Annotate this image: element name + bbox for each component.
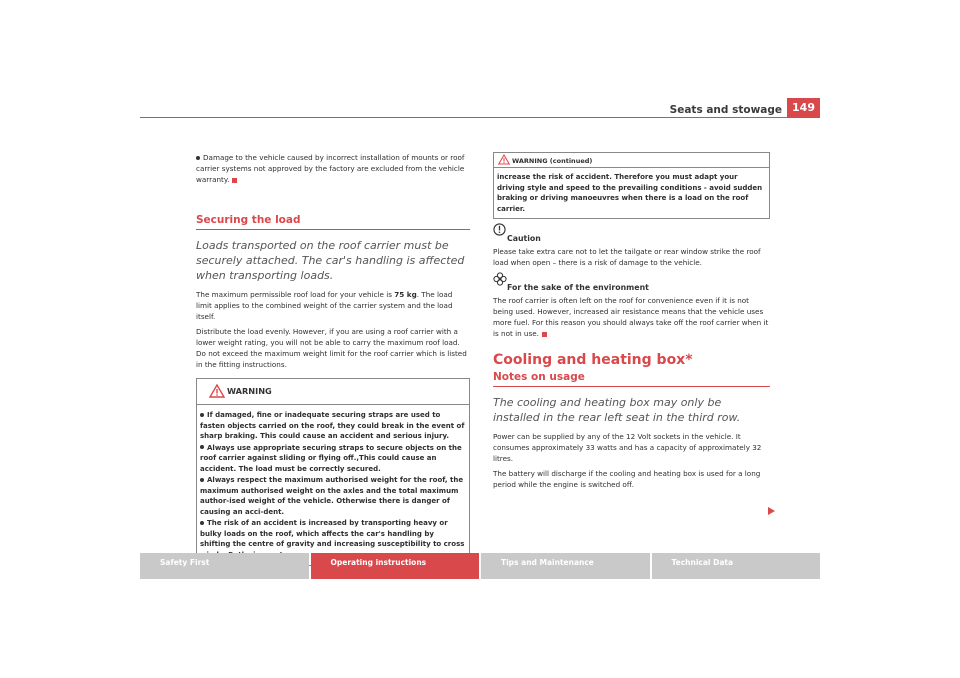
- warning-continued-header: [494, 153, 769, 168]
- section-intro: Loads transported on the roof carrier must be securely attached. The car's handling is affected when transporting loads.: [196, 239, 465, 282]
- environment-paragraph: [493, 295, 770, 339]
- warning-item-text: If damaged, fine or inadequate securing straps are used to fasten objects carried on the roof, they could break in the event of sharp braking. This could cause an accident and serious injury.: [200, 411, 465, 440]
- environment-text: The roof carrier is often left on the roof for convenience even if it is not being used. However, increased air resistance means that the vehicle uses more fuel. For this reason you should always take off the roof carrier when it is not in use.: [493, 296, 769, 338]
- warning-continued-text: increase the risk of accident. Therefore you must adapt your driving style and speed to the prevailing conditions - avoid sudden braking or driving manoeuvres when there is a load on the roof carrier.: [497, 173, 763, 213]
- warning-label: WARNING: [227, 386, 272, 396]
- warning-box: [196, 378, 470, 566]
- bullet-icon: [200, 521, 204, 525]
- distribute-paragraph: Distribute the load evenly. However, if you are using a roof carrier with a lower weight rating, you will not be able to carry the maximum roof load. Do not exceed the maximum weight limit for the roof carrier which is listed in the fitting instructions.: [196, 327, 467, 369]
- page-header-title: Seats and stowage: [669, 104, 782, 116]
- bullet-icon: [196, 156, 200, 160]
- warning-continued-label: WARNING (continued): [512, 157, 593, 165]
- next-page-arrow-icon[interactable]: [768, 507, 775, 515]
- bullet-icon: [200, 445, 204, 449]
- flower-icon: [493, 272, 507, 286]
- warning-item-text: The risk of an accident is increased by transporting heavy or bulky loads on the roof, which affects the car's handling by shifting the centre of gravity and increasing susceptibility to cross: [200, 519, 465, 548]
- warning-header: [197, 379, 469, 405]
- warning-item: [200, 443, 466, 475]
- warning-item: [200, 475, 466, 517]
- warning-triangle-icon: [209, 384, 225, 398]
- tab-tips-and-maintenance[interactable]: Tips and Maintenance: [481, 553, 650, 579]
- roof-load-text-end: . The load limit applies to the combined weight of the carrier system and the load itself.: [196, 290, 453, 321]
- caution-text: Please take extra care not to let the tailgate or rear window strike the roof load when open – there is a risk of damage to the vehicle.: [493, 247, 761, 267]
- warning-item: [200, 410, 466, 442]
- environment-title: For the sake of the environment: [507, 283, 649, 292]
- footer-nav: [140, 553, 820, 579]
- page-number: 149: [787, 98, 820, 117]
- warning-triangle-icon: [498, 154, 510, 165]
- environment-heading: [493, 278, 770, 292]
- header-rule: [140, 117, 820, 118]
- warning-item-text: Always use appropriate securing straps to secure objects on the roof carrier against sliding or flying off.,This could cause an accident. The load must be correctly secured.: [200, 443, 462, 473]
- bullet-icon: [200, 413, 204, 417]
- exclamation-circle-icon: [493, 223, 506, 236]
- caution-heading: [493, 229, 770, 243]
- bullet-icon: [200, 478, 204, 482]
- right-column: [493, 152, 770, 494]
- roof-load-text-start: The maximum permissible roof load for your vehicle is: [196, 290, 395, 299]
- bullet-text: Damage to the vehicle caused by incorrect installation of mounts or roof carrier systems not approved by the factory are excluded from the vehicle warranty.: [196, 153, 465, 184]
- battery-paragraph: The battery will discharge if the cooling and heating box is used for a long period while the engine is switched off.: [493, 469, 761, 489]
- warning-continued-box: [493, 152, 770, 219]
- caution-title: Caution: [507, 234, 541, 243]
- notes-title: Notes on usage: [493, 372, 770, 387]
- end-square-icon: [542, 332, 547, 337]
- bullet-paragraph: [196, 152, 470, 185]
- left-column: [196, 152, 470, 566]
- end-square-icon: [232, 178, 237, 183]
- power-paragraph: Power can be supplied by any of the 12 Volt sockets in the vehicle. It consumes approximately 33 watts and has a capacity of approximately 32 litres.: [493, 432, 762, 463]
- chapter-title: Cooling and heating box*: [493, 352, 693, 368]
- roof-load-value: 75 kg: [394, 290, 417, 299]
- roof-load-paragraph: [196, 289, 470, 322]
- warning-item-text: Always respect the maximum authorised weight for the roof, the maximum authorised weight on the axles and the total maximum author-ised weight of the vehicle. Otherwise there is danger of causing an acci-dent.: [200, 476, 464, 516]
- notes-intro: The cooling and heating box may only be installed in the rear left seat in the third row.: [493, 396, 741, 424]
- section-title: Securing the load: [196, 215, 470, 230]
- tab-technical-data[interactable]: Technical Data: [652, 553, 821, 579]
- tab-safety-first[interactable]: Safety First: [140, 553, 309, 579]
- tab-operating-instructions[interactable]: Operating instructions: [311, 553, 480, 579]
